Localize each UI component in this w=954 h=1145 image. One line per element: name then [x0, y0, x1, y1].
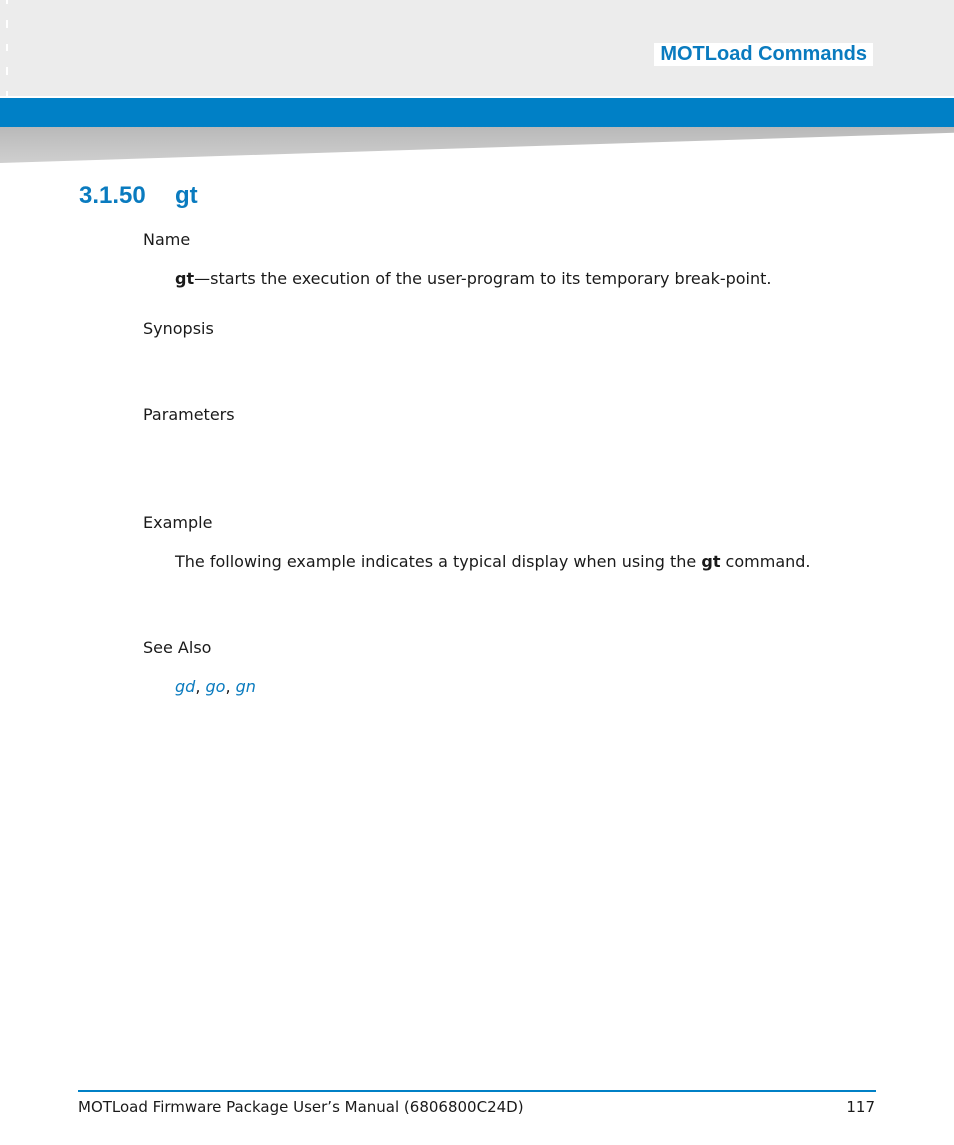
header-grid-square — [641, 4, 657, 20]
header-grid-square — [28, 28, 44, 44]
header-grid-square — [547, 75, 563, 91]
header-grid-square — [712, 28, 728, 44]
header-grid-square — [382, 28, 398, 44]
header-grid-square — [854, 75, 870, 91]
header-grid-square — [169, 75, 185, 91]
header-grid-square — [240, 75, 256, 91]
header-grid-square — [594, 51, 610, 67]
header-grid-square — [98, 51, 114, 67]
synopsis-label: Synopsis — [143, 319, 214, 338]
header-grid-square — [688, 28, 704, 44]
header-grey-wedge — [0, 127, 954, 163]
header-grid-square — [4, 51, 20, 67]
header-grid-square — [334, 51, 350, 67]
header-grid-square — [854, 4, 870, 20]
section-title: gt — [175, 182, 198, 209]
header-grid-square — [523, 4, 539, 20]
name-command: gt — [175, 269, 195, 288]
header-grid-square — [806, 28, 822, 44]
name-paragraph — [175, 269, 772, 288]
header-grid-square — [712, 75, 728, 91]
header-grid-square — [500, 75, 516, 91]
header-grid-square — [901, 4, 917, 20]
header-grid-square — [146, 28, 162, 44]
header-grid-square — [476, 75, 492, 91]
header-grid-square — [476, 4, 492, 20]
header-grid-square — [216, 4, 232, 20]
header-grid-square — [783, 75, 799, 91]
header-grid-square — [98, 4, 114, 20]
header-grid-square — [169, 51, 185, 67]
header-grid-square — [405, 75, 421, 91]
header-grid-square — [98, 75, 114, 91]
header-grid-square — [122, 51, 138, 67]
header-grid-square — [405, 51, 421, 67]
header-grid-square — [240, 51, 256, 67]
header-grid-square — [783, 4, 799, 20]
running-header-title: MOTLoad Commands — [654, 43, 873, 66]
header-grid-square — [736, 75, 752, 91]
header-grid-square — [75, 51, 91, 67]
header-grid-square — [665, 75, 681, 91]
header-grid-square — [924, 51, 940, 67]
header-grid-square — [358, 75, 374, 91]
header-grid-square — [382, 51, 398, 67]
header-grid-square — [429, 28, 445, 44]
header-grid-square — [75, 75, 91, 91]
header-grid-square — [948, 51, 954, 67]
header-grid-square — [429, 51, 445, 67]
header-grid-square — [264, 51, 280, 67]
footer-page-number: 117 — [846, 1098, 875, 1116]
header-grid-square — [641, 75, 657, 91]
header-grid-square — [405, 4, 421, 20]
header-grid-square — [216, 51, 232, 67]
header-grid-square — [618, 4, 634, 20]
header-grid-square — [193, 75, 209, 91]
header-grid-square — [877, 75, 893, 91]
name-description: —starts the execution of the user-program to its temporary break-point. — [194, 269, 772, 288]
header-grid-square — [452, 75, 468, 91]
header-grid-square — [146, 75, 162, 91]
header-grid-square — [4, 28, 20, 44]
header-grid-square — [570, 4, 586, 20]
header-grid-square — [264, 28, 280, 44]
see-also-link-gd[interactable]: gd — [175, 677, 196, 696]
header-grid-square — [287, 51, 303, 67]
header-grid-square — [4, 75, 20, 91]
header-grid-square — [736, 4, 752, 20]
header-grid-square — [618, 51, 634, 67]
header-grid-square — [500, 51, 516, 67]
header-grid-square — [334, 28, 350, 44]
header-grid-square — [287, 4, 303, 20]
header-grid-square — [877, 4, 893, 20]
header-grid-square — [736, 28, 752, 44]
header-grid-square — [854, 28, 870, 44]
header-grid-square — [948, 4, 954, 20]
header-grid-square — [641, 28, 657, 44]
header-grid-square — [948, 28, 954, 44]
header-grid-square — [429, 75, 445, 91]
header-grid-square — [924, 28, 940, 44]
header-grid-square — [75, 28, 91, 44]
header-grid-square — [523, 28, 539, 44]
header-grid-square — [901, 75, 917, 91]
header-grid-square — [405, 28, 421, 44]
header-grid-square — [830, 4, 846, 20]
example-paragraph — [175, 552, 811, 571]
header-grid-square — [500, 4, 516, 20]
example-text-after: command. — [720, 552, 811, 571]
header-grid-square — [122, 75, 138, 91]
header-grid-square — [523, 75, 539, 91]
header-grid-square — [570, 28, 586, 44]
see-also-separator: , — [195, 677, 206, 696]
example-command: gt — [701, 552, 721, 571]
header-grid-square — [28, 51, 44, 67]
header-grid-square — [806, 75, 822, 91]
header-grid-square — [382, 4, 398, 20]
header-grid-square — [358, 51, 374, 67]
header-grid-square — [452, 51, 468, 67]
header-grid-square — [216, 28, 232, 44]
header-grid-square — [287, 28, 303, 44]
example-text-before: The following example indicates a typical display when using the — [175, 552, 702, 571]
header-grid-square — [594, 28, 610, 44]
header-grid-square — [28, 75, 44, 91]
header-grid-square — [783, 28, 799, 44]
header-grid-square — [28, 4, 44, 20]
header-grid-square — [98, 28, 114, 44]
header-grid-square — [924, 75, 940, 91]
header-grid-square — [759, 4, 775, 20]
header-grid-square — [688, 75, 704, 91]
header-grid-square — [311, 51, 327, 67]
header-grid-square — [476, 51, 492, 67]
name-label: Name — [143, 230, 191, 249]
header-grid-square — [193, 51, 209, 67]
example-label: Example — [143, 513, 213, 532]
header-blue-bar — [0, 98, 954, 127]
header-grid-square — [570, 51, 586, 67]
header-grid-square — [570, 75, 586, 91]
header-grid-square — [4, 4, 20, 20]
header-grid-square — [358, 28, 374, 44]
header-grid-square — [51, 4, 67, 20]
header-grid-square — [759, 75, 775, 91]
header-grid-square — [877, 28, 893, 44]
header-grid-square — [806, 4, 822, 20]
header-grid-square — [618, 28, 634, 44]
footer-manual-title: MOTLoad Firmware Package User’s Manual (6806800C24D) — [78, 1098, 524, 1116]
parameters-label: Parameters — [143, 405, 235, 424]
header-grid-square — [476, 28, 492, 44]
header-grid-square — [193, 28, 209, 44]
header-grid-square — [877, 51, 893, 67]
header-grid-square — [51, 28, 67, 44]
header-grid-square — [240, 4, 256, 20]
header-grid-square — [429, 4, 445, 20]
header-grid-square — [594, 75, 610, 91]
header-grid-square — [334, 4, 350, 20]
header-grid-square — [924, 4, 940, 20]
header-grid-square — [901, 51, 917, 67]
header-grid-square — [523, 51, 539, 67]
header-grid-square — [51, 51, 67, 67]
see-also-label: See Also — [143, 638, 212, 657]
header-grid-square — [240, 28, 256, 44]
header-grid-square — [547, 28, 563, 44]
header-grid-square — [122, 4, 138, 20]
see-also-links — [175, 677, 256, 696]
header-grid-square — [547, 4, 563, 20]
header-grid-square — [665, 4, 681, 20]
header-grid-square — [382, 75, 398, 91]
header-grid-square — [452, 28, 468, 44]
header-grid-square — [216, 75, 232, 91]
header-grid-square — [193, 4, 209, 20]
header-grid-square — [264, 4, 280, 20]
header-grid-square — [169, 28, 185, 44]
header-grid-square — [948, 75, 954, 91]
header-grid-square — [594, 4, 610, 20]
header-grid-square — [311, 28, 327, 44]
header-grid-square — [688, 4, 704, 20]
header-grid-square — [264, 75, 280, 91]
header-grid-square — [311, 75, 327, 91]
header-grid-square — [146, 51, 162, 67]
header-grid-square — [665, 28, 681, 44]
header-grid-square — [358, 4, 374, 20]
header-grid-square — [334, 75, 350, 91]
header-grid-square — [51, 75, 67, 91]
header-grid-square — [759, 28, 775, 44]
header-grid-square — [500, 28, 516, 44]
header-grid-square — [122, 28, 138, 44]
see-also-link-go[interactable]: go — [205, 677, 226, 696]
section-heading — [79, 182, 198, 210]
footer-rule — [78, 1090, 876, 1092]
header-grid-square — [287, 75, 303, 91]
section-number: 3.1.50 — [79, 182, 146, 209]
header-grid-square — [169, 4, 185, 20]
header-grid-square — [311, 4, 327, 20]
header-grid-square — [452, 4, 468, 20]
header-grid-square — [618, 75, 634, 91]
header-grid-square — [830, 75, 846, 91]
header-grid-square — [547, 51, 563, 67]
header-grid-square — [75, 4, 91, 20]
header-grid-square — [830, 28, 846, 44]
header-grid-square — [146, 4, 162, 20]
header-grid-square — [712, 4, 728, 20]
header-grid-square — [901, 28, 917, 44]
see-also-link-gn[interactable]: gn — [235, 677, 256, 696]
see-also-separator: , — [225, 677, 236, 696]
